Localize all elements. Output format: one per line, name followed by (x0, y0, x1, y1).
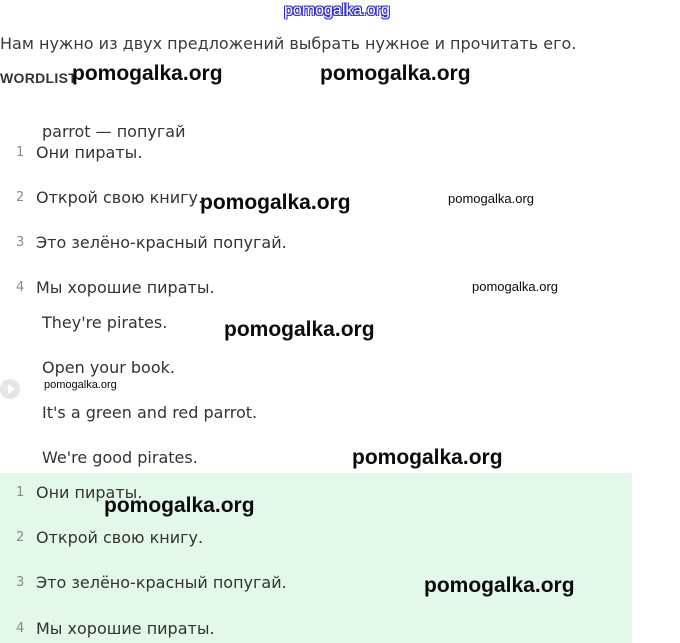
watermark: pomogalka.org (72, 62, 223, 85)
item-number: 4 (16, 621, 25, 636)
russian-sentence: Это зелёно-красный попугай. (36, 233, 287, 252)
top-watermark: pomogalka.org (284, 2, 390, 19)
english-sentence: We're good pirates. (42, 448, 198, 467)
english-sentence: It's a green and red parrot. (42, 403, 258, 422)
watermark: pomogalka.org (44, 379, 117, 391)
item-number: 2 (16, 530, 25, 545)
russian-sentence: Это зелёно-красный попугай. (36, 573, 287, 592)
wordlist-entry-clipped: parrot — попугай (42, 122, 186, 141)
watermark: pomogalka.org (424, 574, 575, 597)
item-number: 2 (16, 190, 25, 205)
russian-sentence: Открой свою книгу. (36, 188, 204, 207)
watermark: pomogalka.org (224, 318, 375, 341)
play-icon[interactable] (0, 379, 20, 399)
russian-sentence: Мы хорошие пираты. (36, 278, 215, 297)
russian-sentence: Мы хорошие пираты. (36, 619, 215, 638)
wordlist-heading: WORDLIST (0, 70, 78, 86)
russian-sentence: Они пираты. (36, 143, 143, 162)
item-number: 1 (16, 145, 25, 160)
item-number: 3 (16, 575, 25, 590)
english-sentence: They're pirates. (42, 313, 168, 332)
watermark: pomogalka.org (320, 62, 471, 85)
russian-sentence: Открой свою книгу. (36, 528, 204, 547)
item-number: 1 (16, 485, 25, 500)
watermark: pomogalka.org (352, 446, 503, 469)
russian-sentence: Они пираты. (36, 483, 143, 502)
english-sentence: Open your book. (42, 358, 175, 377)
watermark: pomogalka.org (104, 494, 255, 517)
item-number: 3 (16, 235, 25, 250)
watermark: pomogalka.org (472, 279, 558, 294)
watermark: pomogalka.org (200, 191, 351, 214)
item-number: 4 (16, 280, 25, 295)
watermark: pomogalka.org (448, 191, 534, 206)
instruction-text: Нам нужно из двух предложений выбрать нужное и прочитать его. (0, 34, 577, 53)
